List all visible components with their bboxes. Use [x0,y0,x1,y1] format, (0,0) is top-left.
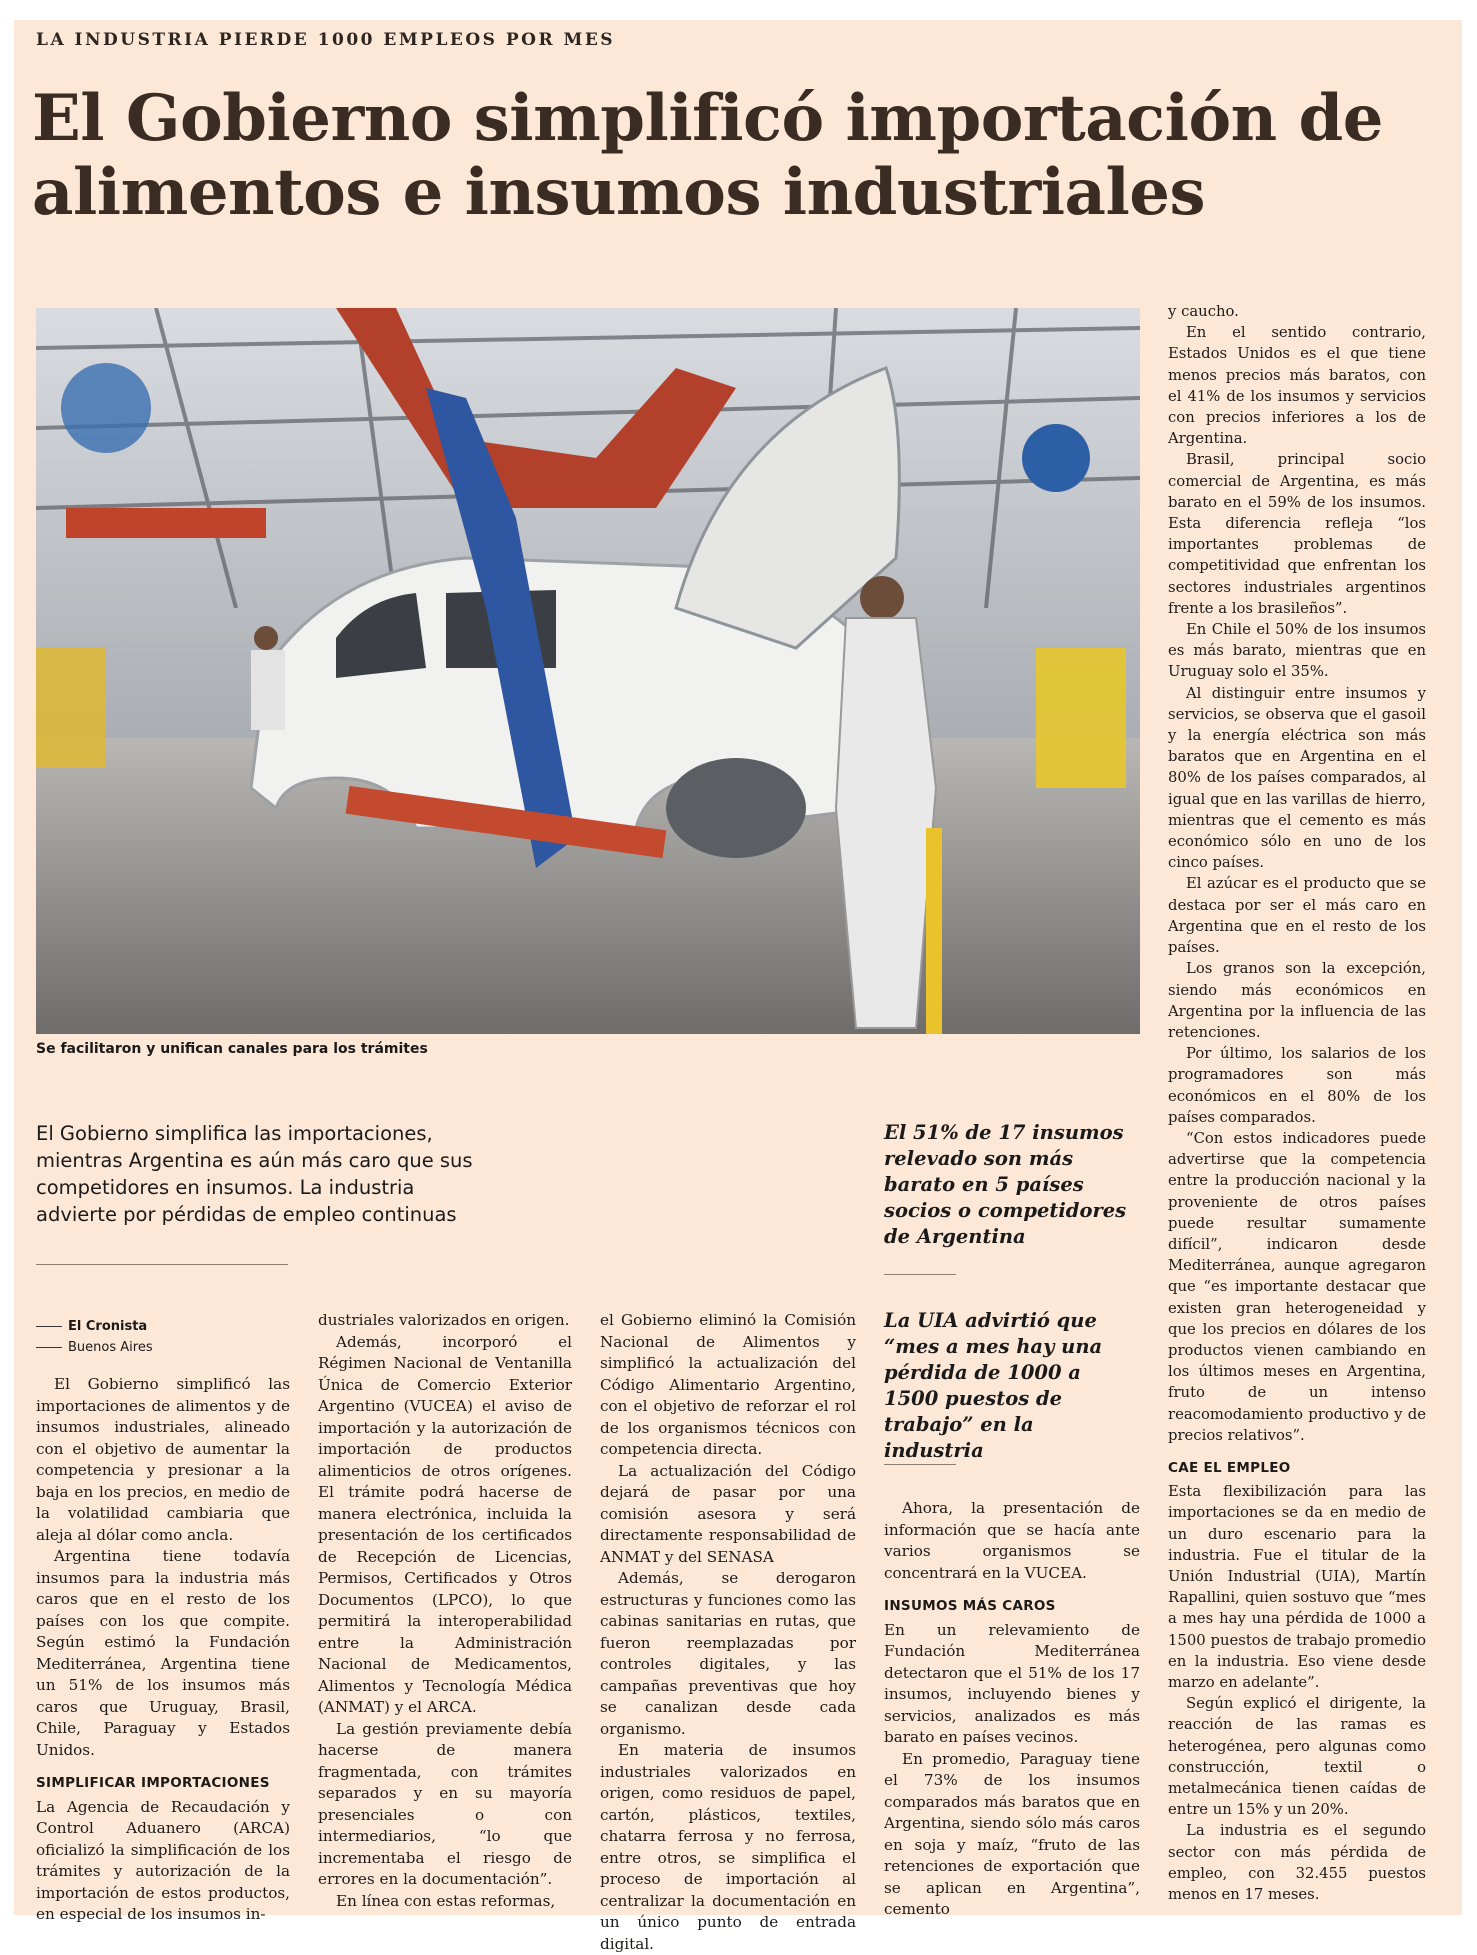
section-heading: CAE EL EMPLEO [1168,1459,1291,1476]
article-column-2 [318,1310,572,1912]
paragraph: Ahora, la presentación de información que se hacía ante varios organismos se concentrará en la VUCEA. [884,1499,1140,1582]
deck-rule [36,1264,288,1265]
deck-summary: El Gobierno simplifica las importaciones, mientras Argentina es aún más caro que sus competidores en insumos. La industria advierte por pérdidas de empleo continuas [36,1122,473,1226]
paragraph: El Gobierno simplificó las importaciones de alimentos y de insumos industriales, alineado con el objetivo de aumentar la competencia y presionar a la baja en los precios, en medio de la volatilidad cambiaria que aleja al dólar como ancla. [36,1375,290,1544]
paragraph: En Chile el 50% de los insumos es más barato, mientras que en Uruguay solo el 35%. [1168,621,1426,681]
paragraph: Además, incorporó el Régimen Nacional de Ventanilla Única de Comercio Exterior Argentino (VUCEA) el aviso de importación y la autorización de importación de productos alimenticios de otros orígenes. El trámite podrá hacerse de manera electrónica, incluida la presentación de los certificados de Recepción de Licencias, Permisos, Certificados y Otros Documentos (LPCO), lo que permitirá la interoperabilidad entre la Administración Nacional de Medicamentos, Alimentos y Tecnología Médica (ANMAT) y el ARCA. [318,1332,572,1716]
section-heading: INSUMOS MÁS CAROS [884,1598,1056,1614]
kicker: LA INDUSTRIA PIERDE 1000 EMPLEOS POR MES [36,30,616,50]
paragraph: En materia de insumos industriales valorizados en origen, como residuos de papel, cartón, plásticos, textiles, chatarra ferrosa y no ferrosa, entre otros, se simplifica el proceso de importación al centralizar la documentación en un único punto de entrada digital. [600,1741,856,1953]
paragraph: La gestión previamente debía hacerse de manera fragmentada, con trámites separados y en su mayoría presenciales o con intermediarios, “lo que incrementaba el riesgo de errores en la documentación”. [318,1719,572,1888]
paragraph: La industria es el segundo sector con más pérdida de empleo, con 32.455 puestos menos en 17 meses. [1168,1822,1426,1904]
paragraph: Los granos son la excepción, siendo más económicos en Argentina por la influencia de las retenciones. [1168,960,1426,1041]
paragraph: Por último, los salarios de los programadores son más económicos en el 80% de los países comparados. [1168,1045,1426,1126]
paragraph: el Gobierno eliminó la Comisión Nacional de Alimentos y simplificó la actualización del Código Alimentario Argentino, con el objetivo de reforzar el rol de los organismos técnicos con competencia directa. [600,1311,856,1458]
byline [36,1316,153,1358]
section-heading: SIMPLIFICAR IMPORTACIONES [36,1775,270,1791]
paragraph: En línea con estas reformas, [336,1891,556,1910]
paragraph: Argentina tiene todavía insumos para la industria más caros que en el resto de los países con los que compite. Según estimó la Fundación Mediterránea, Argentina tiene un 51% de los insumos más caros que Uruguay, Brasil, Chile, Paraguay y Estados Unidos. [36,1547,290,1759]
paragraph: En promedio, Paraguay tiene el 73% de los insumos comparados más baratos que en Argentina, siendo sólo más caros en soja y maíz, “fruto de las retenciones de exportación que se aplican en Argentina”, cemento [884,1749,1140,1918]
paragraph: Según explicó el dirigente, la reacción de las ramas es heterogénea, pero algunas como construcción, textil o metalmecánica tienen caídas de entre un 15% y un 20%. [1168,1695,1426,1819]
paragraph: y caucho. [1168,303,1239,320]
paragraph: Además, se derogaron estructuras y funciones como las cabinas sanitarias en rutas, que fueron reemplazadas por controles digitales, y las campañas preventivas que hoy se canalizan desde cada organismo. [600,1569,856,1738]
quote-rule [884,1274,956,1275]
paragraph: Al distinguir entre insumos y servicios, se observa que el gasoil y la energía eléctrica son más baratos que en Argentina en el 80% de los países comparados, al igual que en las varillas de hierro, mientras que el cemento es más económico sólo en uno de los cinco países. [1168,684,1426,872]
paragraph: En el sentido contrario, Estados Unidos es el que tiene menos precios más baratos, con el 41% de los insumos y servicios con precios inferiores a los de Argentina. [1168,324,1426,448]
paragraph: La Agencia de Recaudación y Control Aduanero (ARCA) oficializó la simplificación de los trámites y autorización de la importación de estos productos, en especial de los insumos in- [36,1797,290,1923]
paragraph: En un relevamiento de Fundación Mediterránea detectaron que el 51% de los 17 insumos, incluyendo bienes y servicios, analizados es más barato en países vecinos. [884,1620,1140,1746]
article-column-1 [36,1374,290,1926]
byline-publication: El Cronista [68,1319,148,1334]
paragraph: “Con estos indicadores puede advertirse que la competencia entre la producción nacional y la proveniente de otros países puede resultar sumamente difícil”, indicaron desde Mediterránea, aunque agregaron que “es importante destacar que existen gran heterogeneidad y que los precios en dólares de los productos vienen cambiando en los últimos meses en Argentina, fruto de un intenso reacomodamiento productivo y de precios relativos”. [1168,1129,1426,1444]
byline-location: Buenos Aires [68,1340,153,1355]
headline: El Gobierno simplificó importación de alimentos e insumos industriales [32,81,1383,230]
quote-rule [884,1464,956,1465]
factory-photo [36,308,1140,1034]
article-column-5 [1168,301,1426,1905]
pull-quote-1: El 51% de 17 insumos relevado son más barato en 5 países socios o competidores de Argentina [884,1121,1127,1248]
pull-quote-2: La UIA advirtió que “mes a mes hay una pérdida de 1000 a 1500 puestos de trabajo” en la industria [884,1309,1103,1462]
paragraph: Brasil, principal socio comercial de Argentina, es más barato en el 59% de los insumos. Esta diferencia refleja “los importantes problemas de competitividad que enfrentan los sectores industriales argentinos frente a los brasileños”. [1168,451,1426,617]
article-column-4 [884,1498,1140,1921]
paragraph: El azúcar es el producto que se destaca por ser el más caro en Argentina que en el resto de los países. [1168,875,1426,957]
photo-caption: Se facilitaron y unifican canales para los trámites [36,1041,428,1057]
article-column-3 [600,1310,856,1955]
paragraph: La actualización del Código dejará de pasar por una comisión asesora y será directamente responsabilidad de ANMAT y del SENASA [600,1461,856,1566]
paragraph: dustriales valorizados en origen. [318,1311,570,1329]
paragraph: Esta flexibilización para las importaciones se da en medio de un duro escenario para la industria. Fue el titular de la Unión Industrial (UIA), Martín Rapallini, quien sostuvo que “mes a mes hay una pérdida de 1000 a 1500 puestos de trabajo promedio en la industria. Eso viene desde marzo en adelante”. [1168,1483,1426,1691]
